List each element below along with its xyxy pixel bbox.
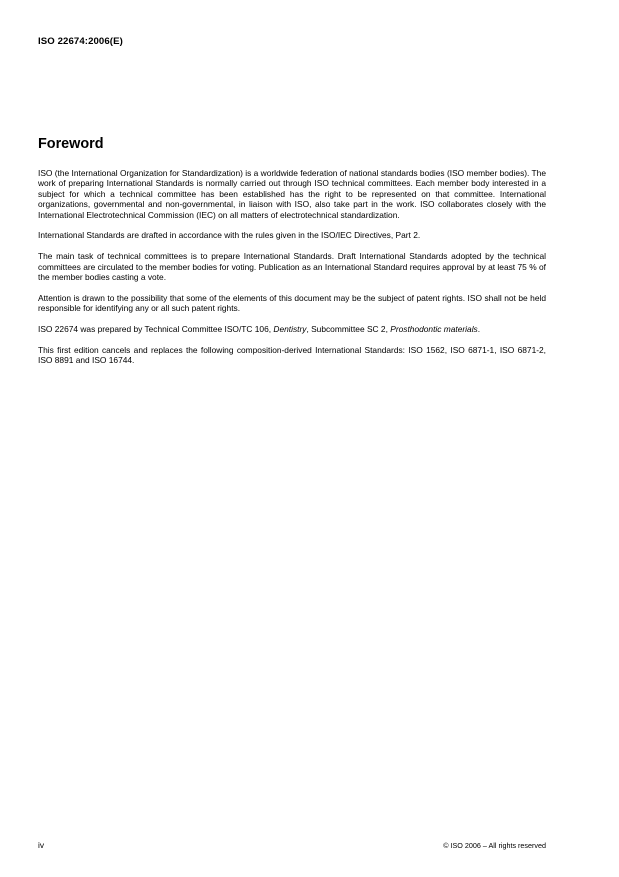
paragraph-iso-overview: ISO (the International Organization for Standardization) is a worldwide federation of national standards bodies (ISO member bodies). The work of preparing International Standards is normally carried out through ISO technical committees. Each member body interested in a subject for which a technical committee has been established has the right to be represented on that committee. International organizations, governmental and non-governmental, in liaison with ISO, also take part in the work. ISO collaborates closely with the International Electrotechnical Commission (IEC) on all matters of electrotechnical standardization. [38,168,546,220]
prepared-by-text: ISO 22674 was prepared by Technical Committee ISO/TC 106, [38,324,274,335]
prepared-by-text-2: , Subcommittee SC 2, [306,324,391,335]
paragraph-committee-task: The main task of technical committees is to prepare International Standards. Draft International Standards adopted by the technical committees are circulated to the member bodies for voting. Publication as an International Standard requires approval by at least 75 % of the member bodies casting a vote. [38,251,546,283]
subcommittee-name: Prosthodontic materials [390,324,478,335]
paragraph-prepared-by [38,324,546,334]
foreword-body [38,168,546,376]
committee-name: Dentistry [273,324,307,335]
document-id-header: ISO 22674:2006(E) [38,36,123,47]
copyright-notice: © ISO 2006 – All rights reserved [443,841,546,850]
paragraph-edition-note: This first edition cancels and replaces the following composition-derived International Standards: ISO 1562, ISO 6871-1, ISO 6871-2, ISO 8891 and ISO 16744. [38,344,546,366]
paragraph-patent-notice: Attention is drawn to the possibility that some of the elements of this document may be the subject of patent rights. ISO shall not be held responsible for identifying any or all such patent rights. [38,292,546,314]
page-number: iv [38,840,45,850]
section-title: Foreword [38,136,104,152]
prepared-by-text-3: . [477,324,481,335]
paragraph-drafting-rules: International Standards are drafted in accordance with the rules given in the ISO/IEC Directives, Part 2. [38,230,421,241]
